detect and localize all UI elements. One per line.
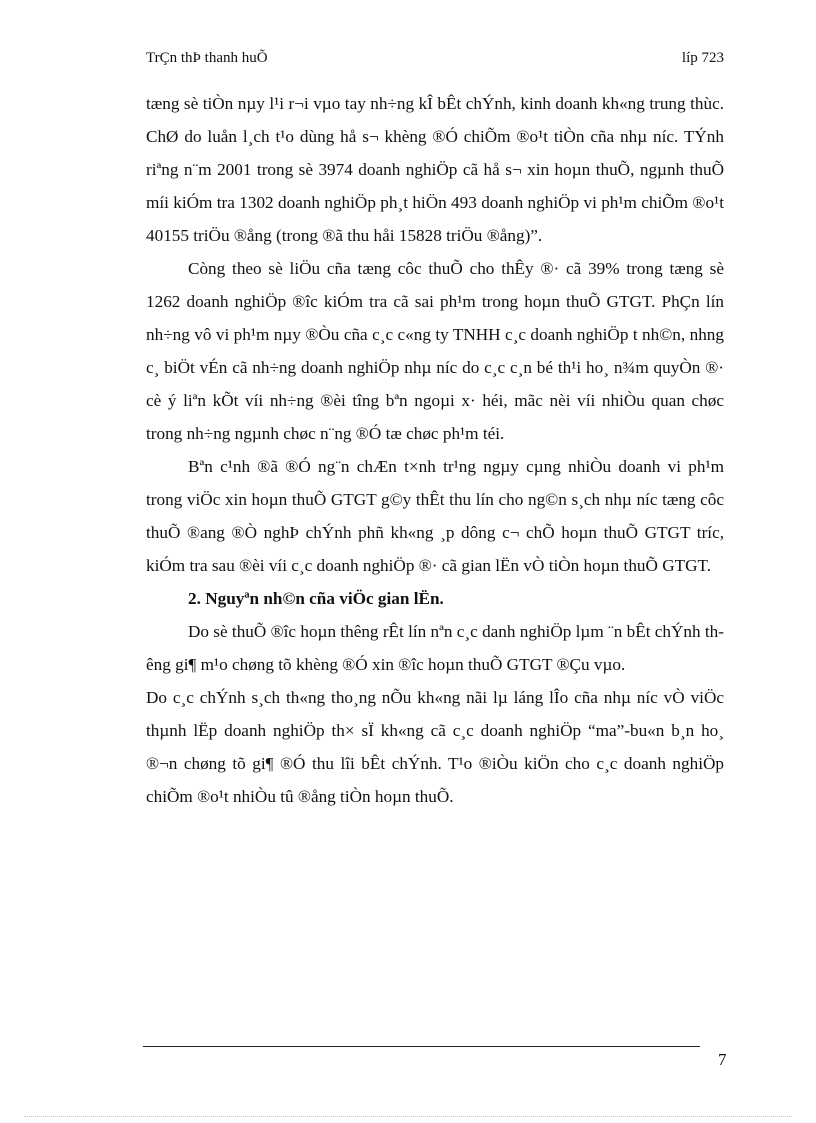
page-number: 7 (718, 1050, 727, 1069)
header-author: TrÇn thÞ thanh huÕ (146, 50, 268, 66)
paragraph-prevention: Bªn c¹nh ®ã ®Ó ng¨n chÆn t×nh tr¹ng ngµy cµng nhiÒu doanh vi ph¹m trong viÖc xin hoµn thuÕ GTGT g©y thÊt thu lín cho ng©n s¸ch nhµ níc tæng côc thuÕ ®ang ®Ò nghÞ chÝnh phñ kh«ng ¸p dông c¬ chÕ hoµn thuÕ GTGT tríc, kiÓm tra sau ®èi víi c¸c doanh nghiÖp ®· cã gian lËn vÒ tiÒn hoµn thuÕ GTGT. (146, 457, 724, 575)
paragraph-cause-2: Do c¸c chÝnh s¸ch th«ng tho¸ng nÕu kh«ng nãi lµ láng lÎo cña nhµ níc vÒ viÖc thµnh lËp doanh nghiÖp th× sÏ kh«ng cã c¸c doanh nghiÖp “ma”-bu«n b¸n ho¸ ®¬n chøng tõ gi¶ ®Ó thu lîi bÊt chÝnh. T¹o ®iÒu kiÖn cho c¸c doanh nghiÖp chiÕm ®o¹t nhiÒu tû ®ång tiÒn hoµn thuÕ. (146, 688, 724, 806)
paragraph-statistics: Còng theo sè liÖu cña tæng côc thuÕ cho thÊy ®· cã 39% trong tæng sè 1262 doanh nghiÖp ®îc kiÓm tra cã sai ph¹m trong hoµn thuÕ GTGT. PhÇn lín nh÷ng vô vi ph¹m nµy ®Òu cña c¸c c«ng ty TNHH c¸c doanh nghiÖp t nh©n, nhng c¸ biÖt vÉn cã nh÷ng doanh nghiÖp nhµ níc do c¸c c¸n bé th¹i ho¸ n¾m quyÒn ®· cè ý liªn kÕt víi nh÷ng ®èi tîng bªn ngoµi x· héi, mãc nèi víi nhiÒu quan chøc trong nh÷ng ngµnh chøc n¨ng ®Ó tæ chøc ph¹m téi. (146, 259, 724, 443)
paragraph-continuation: tæng sè tiÒn nµy l¹i r¬i vµo tay nh÷ng kÎ bÊt chÝnh, kinh doanh kh«ng trung thùc. ChØ do luån l¸ch t¹o dùng hå s¬ khèng ®Ó chiÕm ®o¹t tiÒn cña nhµ níc. TÝnh riªng n¨m 2001 trong sè 3974 doanh nghiÖp cã hå s¬ xin hoµn thuÕ, ngµnh thuÕ míi kiÓm tra 1302 doanh nghiÖp ph¸t hiÖn 493 doanh nghiÖp vi ph¹m chiÕm ®o¹t 40155 triÖu ®ång (trong ®ã thu håi 15828 triÖu ®ång)”. (146, 94, 724, 245)
paragraph-cause-1: Do sè thuÕ ®îc hoµn thêng rÊt lín nªn c¸c danh nghiÖp lµm ¨n bÊt chÝnh thêng gi¶ m¹o chøng tõ khèng ®Ó xin ®îc hoµn thuÕ GTGT ®Çu vµo. (146, 622, 724, 674)
section-heading: 2. Nguyªn nh©n cña viÖc gian lËn. (188, 589, 444, 608)
footer-divider (143, 1046, 700, 1047)
document-body (146, 87, 724, 813)
header-class: líp 723 (681, 50, 724, 66)
page-header (146, 50, 724, 74)
page-bottom-border (24, 1116, 792, 1117)
